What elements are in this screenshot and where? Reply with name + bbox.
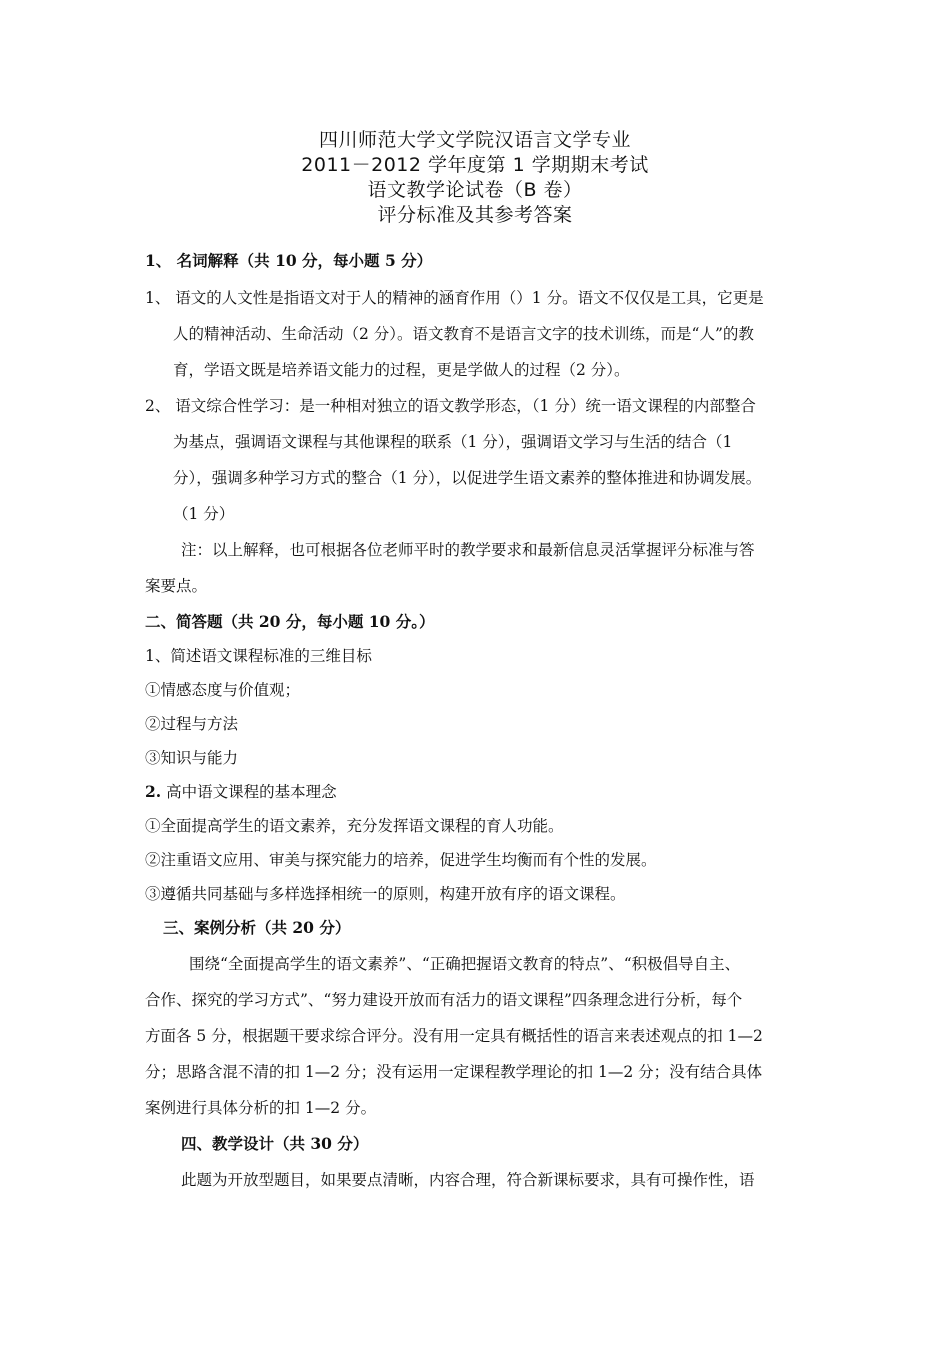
- section2-q2-b: ②注重语文应用、审美与探究能力的培养，促进学生均衡而有个性的发展。: [145, 851, 657, 869]
- section3-heading: 三、案例分析（共 20 分）: [163, 918, 351, 937]
- section1-item1-line1: 1、 语文的人文性是指语文对于人的精神的涵育作用（）1 分。语文不仅仅是工具，它更是: [145, 289, 764, 307]
- section2-q2-text: 高中语文课程的基本理念: [161, 783, 337, 801]
- title-line-4: 评分标准及其参考答案: [377, 204, 573, 226]
- section2-q1-a: ①情感态度与价值观；: [145, 681, 301, 699]
- document-title: [0, 128, 950, 228]
- section4-heading: 四、教学设计（共 30 分）: [181, 1134, 369, 1153]
- section1-item2-line1: 2、 语文综合性学习：是一种相对独立的语文教学形态，（1 分）统一语文课程的内部整合: [145, 397, 756, 415]
- section1-item2-line2: 为基点，强调语文课程与其他课程的联系（1 分），强调语文学习与生活的结合（1: [173, 433, 733, 451]
- section2-q1-c: ③知识与能力: [145, 749, 239, 767]
- section2-heading: 二、简答题（共 20 分，每小题 10 分。）: [145, 612, 435, 631]
- section4-line1: 此题为开放型题目，如果要点清晰，内容合理，符合新课标要求，具有可操作性，语: [181, 1171, 755, 1189]
- section2-q2-number: 2.: [145, 782, 162, 801]
- title-line-3: 语文教学论试卷（B 卷）: [367, 179, 583, 201]
- section1-item2-line4: （1 分）: [173, 505, 235, 523]
- section2-q1: 1、简述语文课程标准的三维目标: [145, 647, 372, 665]
- title-line-1: 四川师范大学文学院汉语言文学专业: [318, 129, 631, 151]
- section1-note-line1: 注：以上解释，也可根据各位老师平时的教学要求和最新信息灵活掌握评分标准与答: [181, 541, 755, 559]
- section1-item1-line2: 人的精神活动、生命活动（2 分）。语文教育不是语言文字的技术训练，而是“人”的教: [173, 325, 754, 343]
- section2-q2-a: ①全面提高学生的语文素养，充分发挥语文课程的育人功能。: [145, 817, 564, 835]
- section2-q2-c: ③遵循共同基础与多样选择相统一的原则，构建开放有序的语文课程。: [145, 885, 626, 903]
- section2-q1-b: ②过程与方法: [145, 715, 239, 733]
- section1-item2-line3: 分），强调多种学习方式的整合（1 分），以促进学生语文素养的整体推进和协调发展。: [173, 469, 762, 487]
- section2-q2: [145, 778, 815, 812]
- section3-line5: 案例进行具体分析的扣 1—2 分。: [145, 1099, 377, 1117]
- section3-line3: 方面各 5 分，根据题干要求综合评分。没有用一定具有概括性的语言来表述观点的扣 1—2: [145, 1027, 763, 1045]
- section3-line1: 围绕“全面提高学生的语文素养”、“正确把握语文教育的特点”、“积极倡导自主、: [189, 955, 741, 973]
- title-line-2: 2011－2012 学年度第 1 学期期末考试: [301, 154, 649, 176]
- section1-note-line2: 案要点。: [145, 577, 208, 595]
- document-body: [145, 246, 815, 1202]
- section3-line2: 合作、探究的学习方式”、“努力建设开放而有活力的语文课程”四条理念进行分析，每个: [145, 991, 743, 1009]
- section1-heading: 1、 名词解释（共 10 分，每小题 5 分）: [145, 251, 433, 270]
- section3-line4: 分；思路含混不清的扣 1—2 分；没有运用一定课程教学理论的扣 1—2 分；没有结合具体: [145, 1063, 763, 1081]
- section1-item1-line3: 育，学语文既是培养语文能力的过程，更是学做人的过程（2 分）。: [173, 361, 630, 379]
